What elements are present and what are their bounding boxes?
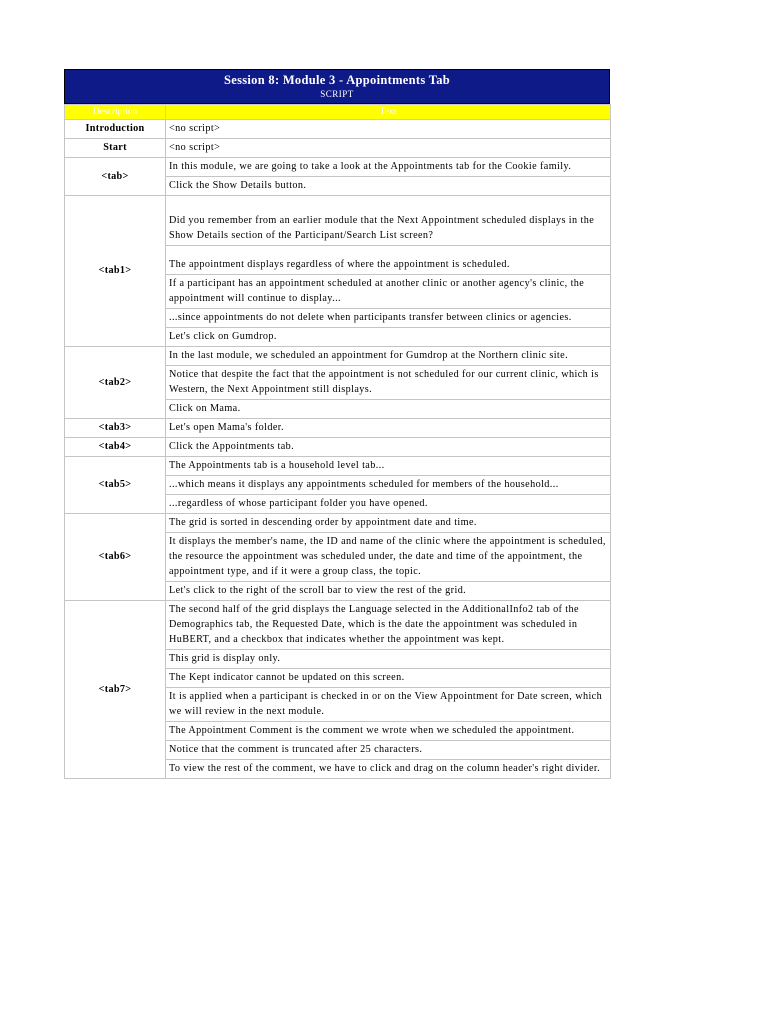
row-text: Click the Show Details button. <box>166 177 611 196</box>
table-row <box>65 139 611 158</box>
page-subtitle: SCRIPT <box>320 89 354 99</box>
table-row <box>65 419 611 438</box>
column-header-description: Description <box>65 105 166 120</box>
row-text: It is applied when a participant is checked in or on the View Appointment for Date screen, which we will review in the next module. <box>166 688 611 722</box>
row-text: Let's click on Gumdrop. <box>166 328 611 347</box>
script-sheet <box>64 69 610 779</box>
row-text: Notice that the comment is truncated after 25 characters. <box>166 741 611 760</box>
table-row <box>65 601 611 650</box>
row-text: ...since appointments do not delete when participants transfer between clinics or agencies. <box>166 309 611 328</box>
row-text: The Appointments tab is a household level tab... <box>166 457 611 476</box>
page-title: Session 8: Module 3 - Appointments Tab <box>223 73 451 87</box>
row-description: <tab2> <box>65 347 166 419</box>
row-description: <tab> <box>65 158 166 196</box>
table-row <box>65 438 611 457</box>
table-row <box>65 514 611 533</box>
row-description: <tab1> <box>65 196 166 347</box>
header-row <box>65 105 611 120</box>
row-description: Start <box>65 139 166 158</box>
row-text: ...which means it displays any appointments scheduled for members of the household... <box>166 476 611 495</box>
row-text: The Appointment Comment is the comment we wrote when we scheduled the appointment. <box>166 722 611 741</box>
column-header-text: Text <box>166 105 611 120</box>
row-text: Let's click to the right of the scroll bar to view the rest of the grid. <box>166 582 611 601</box>
row-text: Did you remember from an earlier module that the Next Appointment scheduled displays in the Show Details section of the Participant/Search List screen? <box>166 196 611 246</box>
row-description: Introduction <box>65 120 166 139</box>
row-text: Let's open Mama's folder. <box>166 419 611 438</box>
row-text: In the last module, we scheduled an appointment for Gumdrop at the Northern clinic site. <box>166 347 611 366</box>
table-row <box>65 158 611 177</box>
row-text: ...regardless of whose participant folder you have opened. <box>166 495 611 514</box>
script-table <box>64 104 611 779</box>
table-row <box>65 457 611 476</box>
table-row <box>65 120 611 139</box>
row-text: If a participant has an appointment scheduled at another clinic or another agency's clinic, the appointment will continue to display... <box>166 275 611 309</box>
row-description: <tab4> <box>65 438 166 457</box>
row-text: The grid is sorted in descending order by appointment date and time. <box>166 514 611 533</box>
row-text: To view the rest of the comment, we have to click and drag on the column header's right divider. <box>166 760 611 779</box>
row-description: <tab5> <box>65 457 166 514</box>
row-text: Click on Mama. <box>166 400 611 419</box>
row-text: In this module, we are going to take a look at the Appointments tab for the Cookie family. <box>166 158 611 177</box>
row-text: The second half of the grid displays the Language selected in the AdditionalInfo2 tab of the Demographics tab, the Requested Date, which is the date the appointment was scheduled in HuBERT, and a checkbox that indicates whether the appointment was kept. <box>166 601 611 650</box>
row-text: Notice that despite the fact that the appointment is not scheduled for our current clinic, which is Western, the Next Appointment still displays. <box>166 366 611 400</box>
row-text: This grid is display only. <box>166 650 611 669</box>
row-text: The Kept indicator cannot be updated on this screen. <box>166 669 611 688</box>
title-banner <box>64 69 610 104</box>
row-text: Click the Appointments tab. <box>166 438 611 457</box>
row-description: <tab7> <box>65 601 166 779</box>
table-row <box>65 196 611 246</box>
table-row <box>65 347 611 366</box>
row-text: <no script> <box>166 120 611 139</box>
row-text: It displays the member's name, the ID and name of the clinic where the appointment is scheduled, the resource the appointment was scheduled under, the date and time of the appointment, the appointment type, and if it were a group class, the topic. <box>166 533 611 582</box>
row-description: <tab3> <box>65 419 166 438</box>
row-text: <no script> <box>166 139 611 158</box>
row-text: The appointment displays regardless of where the appointment is scheduled. <box>166 246 611 275</box>
row-description: <tab6> <box>65 514 166 601</box>
